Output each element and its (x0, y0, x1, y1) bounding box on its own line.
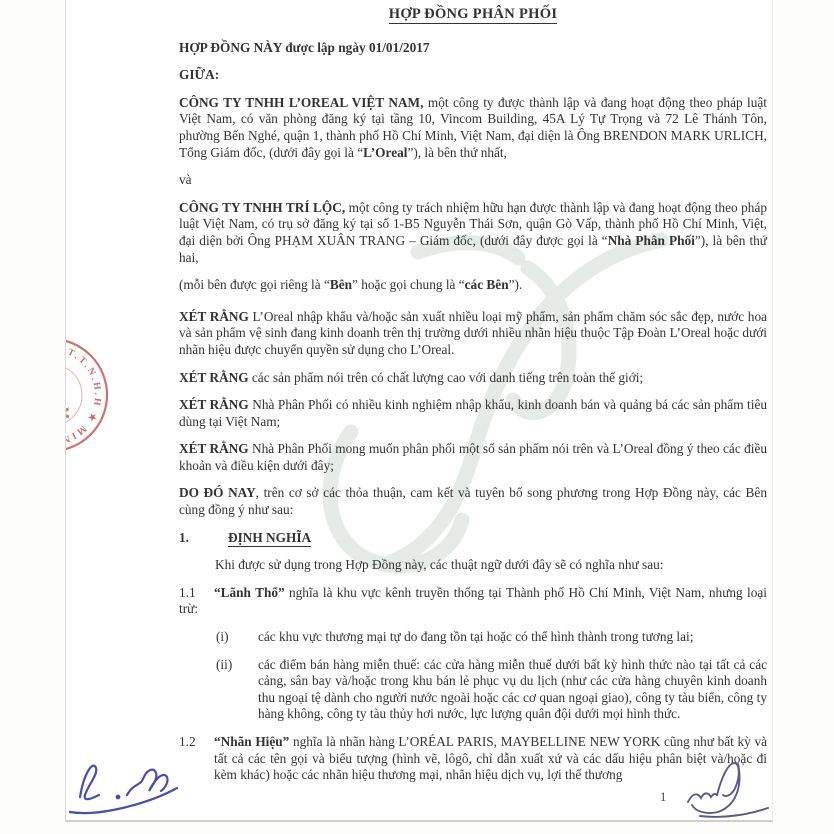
clause-1-2 (179, 734, 767, 784)
recital-3-text: Nhà Phân Phối có nhiều kinh nghiệm nhập khẩu, kinh doanh bán và quảng bá các sản phẩm tiêu dùng tại Việt Nam; (179, 397, 767, 429)
clause-1-1-number: 1.1 (179, 584, 196, 600)
recital-4-label: XÉT RẰNG (179, 441, 249, 457)
clause-1-1-text: nghĩa là khu vực kênh truyền thống tại Thành phố Hồ Chí Minh, Việt Nam, nhưng loại trừ: (179, 584, 767, 617)
party1-name: CÔNG TY TNHH L’OREAL VIỆT NAM, (179, 94, 424, 110)
between-label: GIỮA: (179, 67, 220, 83)
section-1-title: ĐỊNH NGHĨA (228, 529, 312, 545)
clause-1-1-term: “Lãnh Thổ” (214, 584, 285, 600)
recital-3 (179, 397, 767, 430)
recital-4 (179, 441, 767, 474)
clause-1-1 (179, 585, 767, 618)
page-title (179, 6, 767, 23)
therefore-text: , trên cơ sở các thỏa thuận, cam kết và tuyên bố song phương trong Hợp Đồng này, các Bên cùng đồng ý như sau: (179, 485, 767, 518)
parties-naming-note (179, 277, 767, 294)
party-loreal-paragraph (179, 95, 767, 161)
recital-2-text: các sản phẩm nói trên có chất lượng cao với danh tiếng trên toàn thế giới; (248, 369, 644, 385)
section-1-heading (179, 530, 767, 547)
party-triloc-paragraph (179, 200, 767, 266)
recital-1-text: L’Oreal nhập khẩu và/hoặc sản xuất nhiều loại mỹ phẩm, sản phẩm chăm sóc sắc đẹp, nước hoa và sản phẩm vệ sinh đang kinh doanh trên thị trường dưới nhiều nhãn hiệu thuộc Tập Đoàn L’Oreal hoặc dưới nhãn hiệu được chuyển quyền sử dụng cho L’Oreal. (179, 308, 768, 357)
therefore-paragraph (179, 485, 767, 518)
clause-1-2-term: “Nhãn Hiệu” (214, 734, 290, 749)
document-page (49, 0, 773, 822)
recital-4-text: Nhà Phân Phối mong muốn phân phối một số sản phẩm nói trên và L’Oreal đồng ý theo các điều khoản và điều kiện dưới đây; (179, 441, 768, 473)
party2-name: CÔNG TY TNHH TRÍ LỘC, (179, 199, 346, 215)
page-title-text: HỢP ĐỒNG PHÂN PHỐI (388, 6, 558, 22)
red-company-stamp-icon (49, 335, 116, 460)
party2-alias: Nhà Phân Phối (607, 232, 695, 248)
recital-2 (179, 370, 767, 387)
note-ben: Bên (329, 277, 353, 293)
contract-body (179, 6, 767, 795)
clause-1-1-sub-i (179, 629, 767, 646)
stamp-arc-text: C.T.T.N.H.H ★ MINH (49, 343, 103, 447)
sub-ii-marker: (ii) (216, 656, 233, 672)
recital-3-label: XÉT RẰNG (179, 397, 249, 413)
party1-tail: ”), là bên thứ nhất, (407, 144, 507, 160)
recital-1 (179, 309, 767, 359)
sub-i-marker: (i) (216, 629, 229, 645)
party2-description: một công ty trách nhiệm hữu hạn được thành lập và đang hoạt động theo pháp luật Việt Nam, có trụ sở đăng ký tại số 1-B5 Nguyễn Thái Sơn, quận Gò Vấp, thành phố Hồ Chí Minh, Việt, đại diện bởi Ông PHẠM XUÂN TRANG – Giám đốc, (dưới đây được gọi là “ (179, 199, 767, 248)
and-connector: và (179, 172, 192, 188)
note-pre: (mỗi bên được gọi riêng là “ (179, 277, 330, 293)
contract-date-line: HỢP ĐỒNG NÀY được lập ngày 01/01/2017 (179, 39, 430, 55)
note-mid: ” hoặc gọi chung là “ (352, 277, 465, 293)
page-number: 1 (660, 790, 667, 804)
recital-2-label: XÉT RẰNG (179, 369, 249, 385)
definitions-intro: Khi được sử dụng trong Hợp Đồng này, các thuật ngữ dưới đây sẽ có nghĩa như sau: (215, 557, 664, 573)
note-tail: ”). (508, 277, 523, 293)
note-cac-ben: các Bên (464, 277, 509, 293)
recital-1-label: XÉT RẰNG (179, 308, 249, 324)
therefore-label: DO ĐÓ NAY (179, 485, 256, 501)
sub-i-text: các khu vực thương mại tự do đang tồn tại hoặc có thể hình thành trong tương lai; (258, 629, 694, 645)
stamp-monogram: M (57, 406, 73, 420)
sub-ii-text: các điểm bán hàng miễn thuế: các cửa hàng miễn thuế dưới bất kỳ hình thức nào tại tất cả các cảng, sân bay và/hoặc trong khu bán lẻ phục vụ du lịch (như các cửa hàng chuyên kinh doanh thu ngoại tệ dành cho người nước ngoài hoặc các cơ quan ngoại giao), công ty tàu biển, công ty hàng không, công ty tàu thủy hơi nước, lực lượng quân đội dưới mọi hình thức. (258, 656, 767, 722)
signature-right (680, 756, 780, 826)
party1-alias: L’Oreal (363, 144, 408, 160)
clause-1-1-sub-ii (179, 657, 767, 723)
section-1-number: 1. (179, 529, 189, 545)
clause-1-2-number: 1.2 (179, 734, 196, 749)
party2-tail: ”), là bên thứ hai, (179, 232, 767, 265)
signature-left (55, 755, 245, 825)
party1-description: một công ty được thành lập và đang hoạt động theo pháp luật Việt Nam, có văn phòng đăng ký tại tầng 10, Vincom Building, 45A Lý Tự Trọng và 72 Lê Thánh Tôn, phường Bến Nghé, quận 1, thành phố Hồ Chí Minh, Việt Nam, đại diện là Ông BRENDON MARK URLICH, Tổng Giám đốc, (dưới đây gọi là “ (179, 94, 767, 160)
clause-1-2-text: nghĩa là nhãn hàng L’ORÉAL PARIS, MAYBELLINE NEW YORK cũng như bất kỳ và tất cả các tên gọi và biểu tượng (hình vẽ, lôgô, chỉ dẫn xuất xứ và các dấu hiệu phân biệt và/hoặc đi kèm khác) hoặc các nhãn hiệu thương mại, nhãn hiệu dịch vụ, lợi thế thương (214, 734, 767, 783)
